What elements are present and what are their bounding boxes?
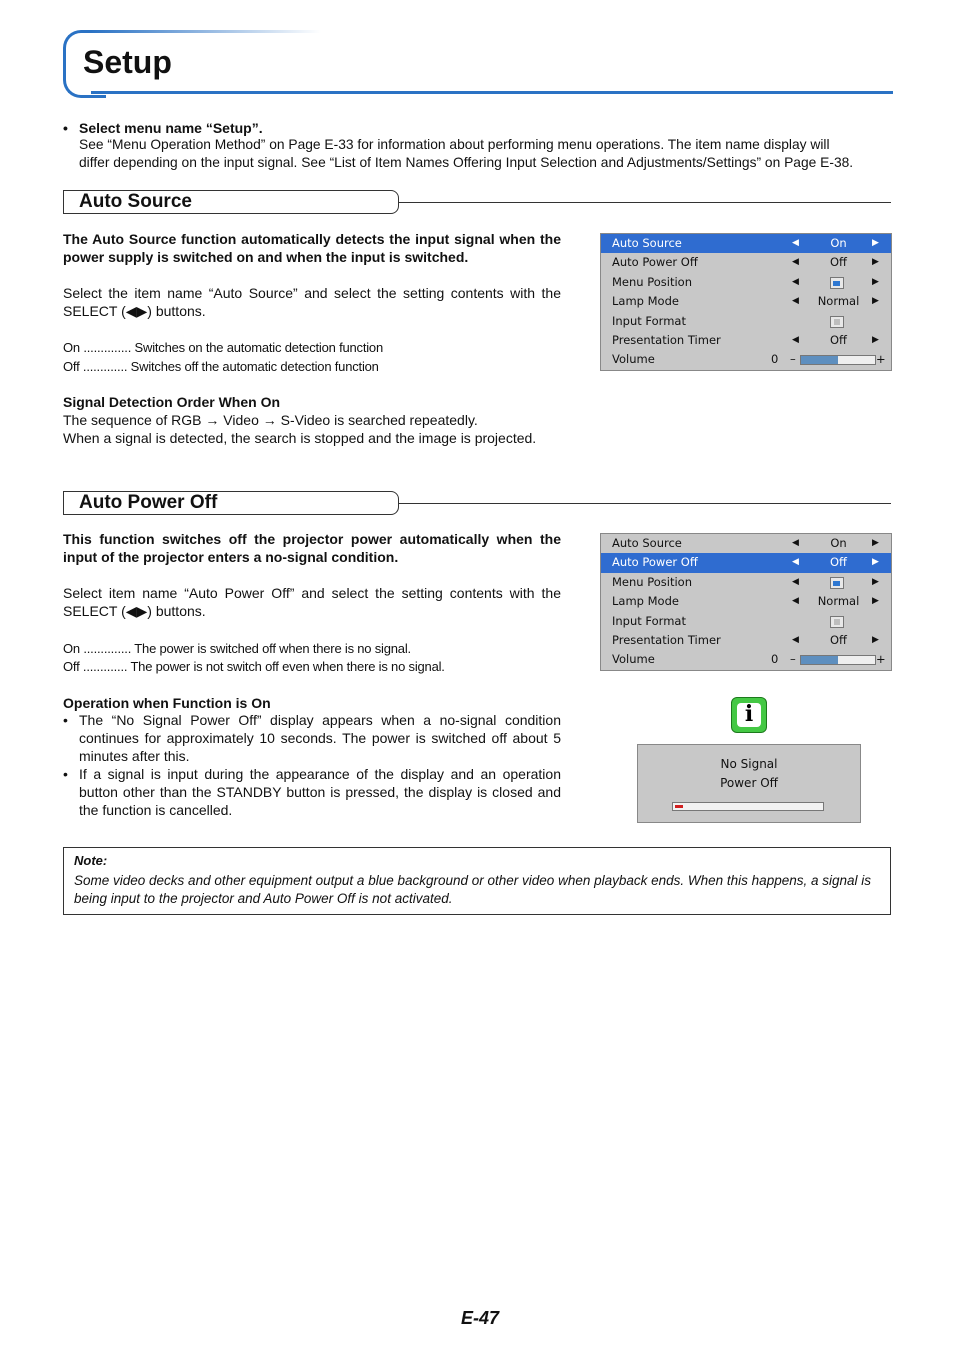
section-heading-auto-source [63,190,891,214]
menu-row-lamp-mode [601,592,891,611]
arrow-right-icon: ▶ [872,596,879,607]
volume-minus: – [790,652,796,667]
signal-order-line-2: When a signal is detected, the search is stopped and the image is projected. [63,430,537,446]
arrow-right-icon: ▶ [872,538,879,548]
intro-heading: Select menu name “Setup”. [79,120,263,136]
auto-source-lead: The Auto Source function automatically detects the input signal when the power supply is switched on and when the input is switched. [63,231,561,265]
auto-power-off-select-text: Select item name “Auto Power Off” and select the setting contents with the SELECT (◀▶) buttons. [63,585,561,619]
setup-menu-screenshot-auto-source [600,233,892,371]
section-rule [399,202,891,203]
volume-bar [800,355,876,365]
signal-order-heading: Signal Detection Order When On [63,394,281,410]
volume-minus: – [790,352,796,367]
menu-item-value: Normal [817,294,860,309]
section-heading-label: Auto Power Off [79,492,218,513]
menu-row-volume [601,350,891,369]
arrow-left-icon: ◀ [792,257,799,268]
menu-row-input-format [601,612,891,631]
no-signal-line-2: Power Off [720,776,778,790]
auto-power-off-lead: This function switches off the projector power automatically when the input of the projector enters a no-signal condition. [63,531,561,565]
menu-row-volume [601,650,891,669]
bullet-mark: • [63,712,68,728]
section-heading-auto-power-off [63,491,891,515]
arrow-right-icon: ▶ [872,576,879,587]
menu-item-value: Off [830,555,847,570]
menu-item-label: Presentation Timer [612,332,721,347]
arrow-right-icon: ▶ [872,296,879,307]
operation-bullet-1: The “No Signal Power Off” display appears when a no-signal condition continues for approximately 10 seconds. The power is switched off about 5 minutes after this. [79,712,561,764]
menu-item-label: Volume [612,352,655,367]
section-rule [399,503,891,504]
auto-power-off-on-line: On .............. The power is switched off when there is no signal. [63,641,411,656]
menu-row-auto-power-off [601,253,891,272]
section-heading-label: Auto Source [79,191,192,212]
auto-source-off-line: Off ............. Switches off the automatic detection function [63,359,379,374]
menu-item-value: Off [830,255,847,270]
setup-menu-screenshot-auto-power-off [600,533,892,671]
menu-position-icon [830,577,844,589]
volume-plus: + [876,652,886,667]
menu-item-label: Lamp Mode [612,294,679,309]
note-body: Some video decks and other equipment output a blue background or other video when playback ends. When this happens, a signal is being input to the projector and Auto Power Off is not activated. [74,873,872,906]
info-icon-glyph: i [744,701,754,727]
menu-row-menu-position [601,573,891,592]
arrow-left-icon: ◀ [792,334,799,345]
operation-bullet-2: If a signal is input during the appearance of the display and an operation button other than the STANDBY button is pressed, the display is closed and the function is cancelled. [79,766,561,818]
info-icon-face [737,703,761,727]
note-title: Note: [74,853,108,868]
menu-row-presentation-timer [601,631,891,650]
bullet-mark: • [63,766,68,782]
auto-power-off-off-line: Off ............. The power is not switch off even when there is no signal. [63,659,445,674]
menu-item-label: Lamp Mode [612,594,679,609]
menu-item-value: Off [830,332,847,347]
enter-icon [830,316,844,328]
note-box [63,847,891,915]
arrow-right-icon: ▶ [872,634,879,645]
arrow-left-icon: ◀ [792,296,799,307]
menu-item-label: Input Format [612,313,686,328]
menu-row-lamp-mode [601,292,891,311]
menu-item-label: Input Format [612,613,686,628]
menu-row-auto-source [601,534,891,553]
menu-item-value: Normal [817,594,860,609]
menu-item-value: On [830,536,847,550]
menu-item-label: Auto Power Off [612,255,698,270]
arrow-left-icon: ◀ [792,238,799,248]
auto-source-select-text: Select the item name “Auto Source” and select the setting contents with the SELECT (◀▶) buttons. [63,285,561,319]
arrow-left-icon: ◀ [792,634,799,645]
intro-line-1: See “Menu Operation Method” on Page E-33 for information about performing menu operations. The item name display will [79,137,830,152]
volume-value: 0 [771,352,779,367]
signal-order-line-1: The sequence of RGB → Video → S-Video is searched repeatedly. [63,412,478,428]
menu-position-icon [830,277,844,289]
arrow-left-icon: ◀ [792,538,799,548]
page-number: E-47 [460,1308,500,1328]
arrow-left-icon: ◀ [792,576,799,587]
intro-bullet: • [63,120,68,136]
arrow-right-icon: ▶ [872,276,879,287]
menu-row-presentation-timer [601,331,891,350]
intro-line-2: differ depending on the input signal. See “List of Item Names Offering Input Selection and Adjustments/Settings” on Page E-38. [79,155,854,170]
page-title: Setup [83,44,172,80]
title-top-rule [91,30,321,33]
menu-row-auto-source [601,234,891,253]
title-frame [63,30,893,94]
volume-bar-fill [801,356,838,364]
menu-item-label: Volume [612,652,655,667]
menu-item-label: Menu Position [612,574,693,589]
auto-source-on-line: On .............. Switches on the automatic detection function [63,340,383,355]
no-signal-line-1: No Signal [720,757,778,771]
enter-icon [830,616,844,628]
volume-plus: + [876,352,886,367]
countdown-bar [672,802,824,811]
menu-item-label: Auto Source [612,236,682,250]
menu-item-label: Presentation Timer [612,632,721,647]
menu-item-value: On [830,236,847,250]
arrow-right-icon: ▶ [872,557,879,568]
arrow-right-icon: ▶ [872,238,879,248]
operation-heading: Operation when Function is On [63,695,271,711]
menu-item-label: Auto Source [612,536,682,550]
menu-row-auto-power-off [601,553,891,572]
arrow-left-icon: ◀ [792,276,799,287]
volume-bar-fill [801,656,838,664]
volume-value: 0 [771,652,779,667]
arrow-right-icon: ▶ [872,257,879,268]
menu-item-value: Off [830,632,847,647]
no-signal-power-off-dialog [637,744,861,823]
menu-row-input-format [601,312,891,331]
arrow-right-icon: ▶ [872,334,879,345]
title-bottom-rule [91,91,893,94]
menu-item-label: Menu Position [612,274,693,289]
arrow-left-icon: ◀ [792,596,799,607]
menu-row-menu-position [601,273,891,292]
arrow-left-icon: ◀ [792,557,799,568]
volume-bar [800,655,876,665]
info-icon [731,697,767,733]
countdown-bar-fill [675,805,683,808]
menu-item-label: Auto Power Off [612,555,698,570]
